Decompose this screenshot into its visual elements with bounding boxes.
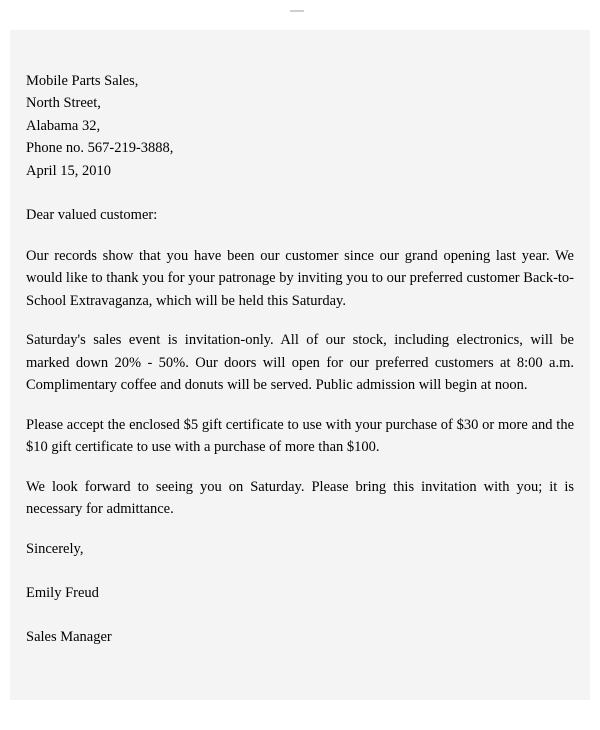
paragraph-3: Please accept the enclosed $5 gift certificate to use with your purchase of $30 or more and the $10 gift certificate to use with a purchase of more than $100. xyxy=(26,416,574,456)
address-line-date: April 15, 2010 xyxy=(26,162,111,179)
address-line-2: North Street, xyxy=(26,95,101,112)
letter-page xyxy=(10,30,590,700)
page-top-artifact xyxy=(290,10,304,12)
closing: Sincerely, xyxy=(26,540,84,557)
signature-name: Emily Freud xyxy=(26,584,99,601)
signature-title: Sales Manager xyxy=(26,629,112,646)
address-line-3: Alabama 32, xyxy=(26,117,101,134)
salutation: Dear valued customer: xyxy=(26,207,158,224)
paragraph-4: We look forward to seeing you on Saturday. Please bring this invitation with you; it is necessary for admittance. xyxy=(26,478,574,518)
address-line-1: Mobile Parts Sales, xyxy=(26,73,139,89)
paragraph-1: Our records show that you have been our customer since our grand opening last year. We would like to thank you for your patronage by inviting you to our preferred customer Back-to-School Extravaganza, which will be held this Saturday. xyxy=(26,247,574,309)
letter-body xyxy=(26,70,574,649)
sender-address-block xyxy=(26,70,574,182)
address-line-phone: Phone no. 567-219-3888, xyxy=(26,140,174,157)
paragraph-2: Saturday's sales event is invitation-only. All of our stock, including electronics, will be marked down 20% - 50%. Our doors will open for our preferred customers at 8:00 a.m. Complimentary coffee and donuts will be served. Public admission will begin at noon. xyxy=(26,332,574,394)
